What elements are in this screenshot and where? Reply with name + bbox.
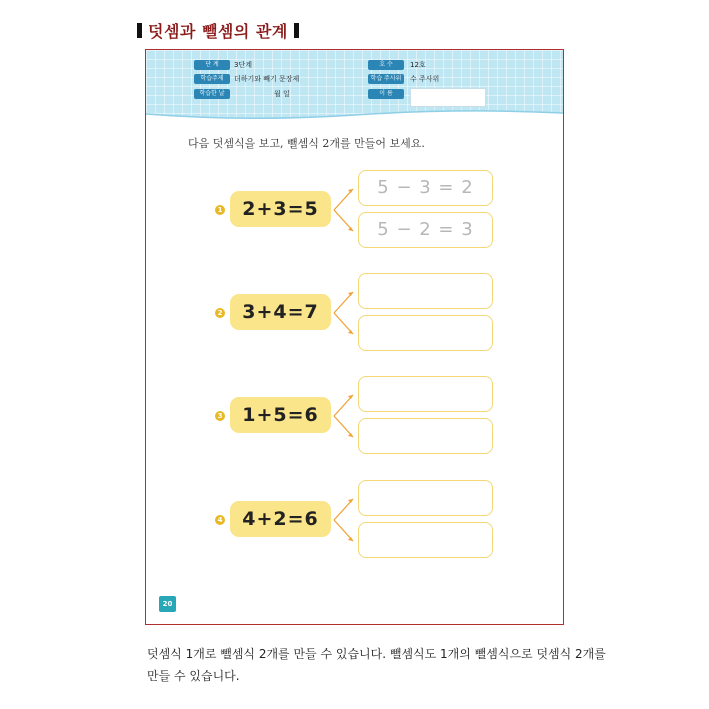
problem-2-answer-2[interactable] [358, 315, 493, 351]
problem-2-answer-1[interactable] [358, 273, 493, 309]
issue-value: 12호 [410, 61, 426, 69]
title-bar-right [294, 23, 299, 38]
problem-2-number: 2 [215, 308, 225, 318]
page-number-badge: 20 [159, 596, 176, 612]
problem-3-answer-2[interactable] [358, 418, 493, 454]
dice-label: 학습 주사위 [368, 74, 404, 84]
problem-1-arrows [334, 189, 353, 231]
problem-1-answer-1[interactable]: 5 − 3 = 2 [358, 170, 493, 206]
topic-value: 더하기와 빼기 문장제 [234, 75, 300, 83]
instruction-text: 다음 덧셈식을 보고, 뺄셈식 2개를 만들어 보세요. [188, 137, 425, 150]
level-label: 단 계 [194, 60, 230, 70]
page-title-row [137, 18, 299, 42]
problem-2-equation: 3+4=7 [230, 294, 331, 330]
problem-4-arrows [334, 499, 353, 541]
issue-label: 호 수 [368, 60, 404, 70]
header-wave [146, 108, 563, 122]
problem-3-equation: 1+5=6 [230, 397, 331, 433]
level-value: 3단계 [234, 61, 252, 69]
date-value: 월 일 [274, 90, 290, 98]
name-field[interactable] [410, 88, 486, 107]
problem-3-arrows [334, 395, 353, 437]
problem-1-answer-2[interactable]: 5 − 2 = 3 [358, 212, 493, 248]
problem-4-answer-2[interactable] [358, 522, 493, 558]
problem-1-number: 1 [215, 205, 225, 215]
name-label: 이 름 [368, 89, 404, 99]
problem-1-equation: 2+3=5 [230, 191, 331, 227]
problem-4-answer-1[interactable] [358, 480, 493, 516]
problem-3-answer-1[interactable] [358, 376, 493, 412]
page-title: 덧셈과 뺄셈의 관계 [148, 21, 288, 41]
topic-label: 학습주제 [194, 74, 230, 84]
problem-3-number: 3 [215, 411, 225, 421]
title-bar-left [137, 23, 142, 38]
problem-4-number: 4 [215, 515, 225, 525]
problem-4-equation: 4+2=6 [230, 501, 331, 537]
date-label: 학습한 날 [194, 89, 230, 99]
dice-value: 수 주사위 [410, 75, 440, 83]
problem-2-arrows [334, 292, 353, 334]
worksheet [145, 49, 564, 625]
caption-text: 덧셈식 1개로 뺄셈식 2개를 만들 수 있습니다. 뺄셈식도 1개의 뺄셈식으로 덧셈식 2개를 만들 수 있습니다. [147, 647, 606, 683]
